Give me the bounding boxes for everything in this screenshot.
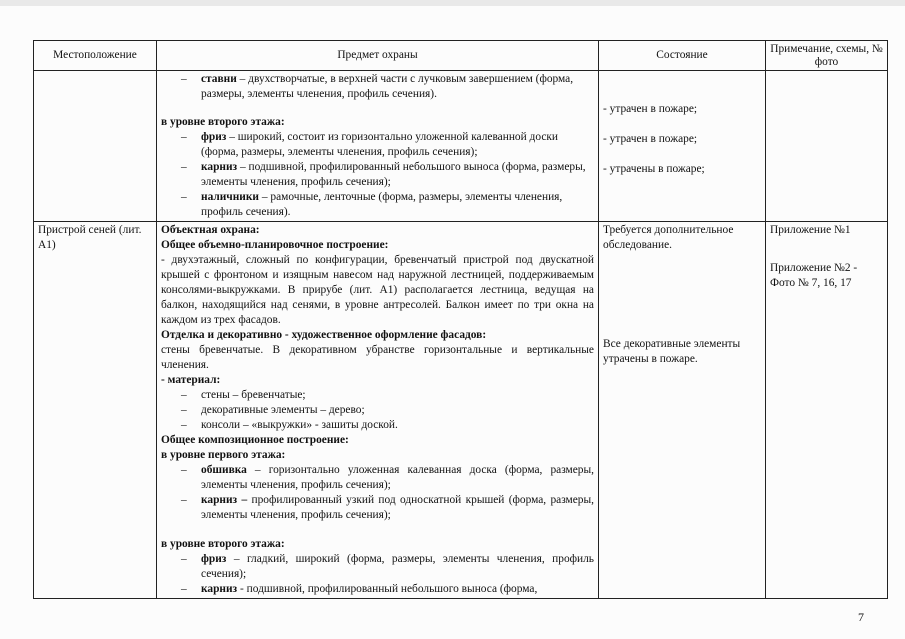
decor-text: стены бревенчатые. В декоративном убранстве горизонтальные и вертикальные членения.: [161, 344, 594, 371]
condition-additional-survey: Требуется дополнительное обследование.: [603, 224, 734, 251]
object-protection: Объектная охрана:: [161, 224, 260, 236]
text-cornice-second: - подшивной, профилированный небольшого выноса (форма,: [237, 583, 538, 595]
list-item: [161, 130, 594, 160]
spacer: [603, 147, 761, 162]
top-edge: [0, 0, 905, 6]
term-cornice-first: карниз –: [201, 494, 248, 506]
row1-subject: [157, 71, 599, 222]
composition-heading: Общее композиционное построение:: [161, 434, 349, 446]
material-label: - материал:: [161, 374, 221, 386]
spacer: [603, 117, 761, 132]
header-condition: Состояние: [599, 41, 766, 71]
row2-location: Пристрой сеней (лит. А1): [34, 222, 157, 599]
list-item: [161, 72, 594, 102]
second-floor-heading: в уровне второго этажа:: [161, 538, 285, 550]
condition-shutters: - утрачен в пожаре;: [603, 103, 698, 115]
list-item: [161, 552, 594, 582]
text-frieze: – гладкий, широкий (форма, размеры, элементы членения, профиль сечения);: [201, 553, 594, 580]
condition-frieze: - утрачен в пожаре;: [603, 133, 698, 145]
list-item: [161, 493, 594, 523]
volume-text: - двухэтажный, сложный по конфигурации, бревенчатый пристрой под двускатной крышей с фронтоном и изящным навесом над наружной лестницей, поддерживаемым консолями-выкружками. В прирубе (лит. А1) располагается лестница, ведущая на балкон, находящийся над сенями, в уровне антресолей. Балкон имеет по три окна на каждом из трех фасадов.: [161, 254, 594, 326]
term-sheathing: обшивка: [201, 464, 247, 476]
list-item: – консоли – «выкружки» - зашиты доской.: [161, 418, 594, 433]
header-row: [34, 41, 888, 71]
protection-table: [33, 40, 888, 599]
list-item: – стены – бревенчатые;: [161, 388, 594, 403]
row2-note: [766, 222, 888, 599]
row1-condition: [599, 71, 766, 222]
second-floor-heading: в уровне второго этажа:: [161, 116, 285, 128]
list-item: – декоративные элементы – дерево;: [161, 403, 594, 418]
text-cornice: – подшивной, профилированный небольшого выноса (форма, размеры, элементы членения, профиль сечения);: [201, 161, 586, 188]
note-appendix-2: Приложение №2 - Фото № 7, 16, 17: [770, 262, 858, 289]
list-item: [161, 582, 594, 597]
decor-heading: Отделка и декоративно - художественное оформление фасадов:: [161, 329, 487, 341]
text-frieze: – широкий, состоит из горизонтально уложенной калеванной доски (форма, размеры, элементы членения, профиль сечения);: [201, 131, 559, 158]
spacer: [770, 238, 883, 261]
spacer: [603, 253, 761, 337]
list-item: [161, 190, 594, 220]
spacer: [161, 523, 594, 537]
first-floor-heading: в уровне первого этажа:: [161, 449, 286, 461]
table-row: [34, 222, 888, 599]
term-shutters: ставни: [201, 73, 237, 85]
term-frieze: фриз: [201, 553, 227, 565]
page-number: 7: [858, 610, 864, 624]
row1-note: [766, 71, 888, 222]
header-subject: Предмет охраны: [157, 41, 599, 71]
row2-condition: [599, 222, 766, 599]
table-row: [34, 71, 888, 222]
text-trims: – рамочные, ленточные (форма, размеры, элементы членения, профиль сечения).: [201, 191, 563, 218]
term-frieze: фриз: [201, 131, 227, 143]
term-trims: наличники: [201, 191, 259, 203]
volume-heading: Общее объемно-планировочное построение:: [161, 239, 389, 251]
note-appendix-1: Приложение №1: [770, 224, 851, 236]
header-note: Примечание, схемы, № фото: [766, 41, 888, 71]
spacer: [603, 72, 761, 102]
text-cornice-first: профилированный узкий под односкатной крышей (форма, размеры, элементы членения, профиль сечения);: [201, 494, 595, 521]
spacer: [161, 102, 594, 115]
list-item: [161, 160, 594, 190]
text-sheathing: – горизонтально уложенная калеванная доска (форма, размеры, элементы членения, профиль сечения);: [201, 464, 594, 491]
row1-location: [34, 71, 157, 222]
row2-subject: [157, 222, 599, 599]
term-cornice-second: карниз: [201, 583, 238, 595]
condition-cornice: - утрачены в пожаре;: [603, 163, 705, 175]
condition-decor-lost: Все декоративные элементы утрачены в пожаре.: [603, 338, 741, 365]
header-location: Местоположение: [34, 41, 157, 71]
list-item: [161, 463, 594, 493]
text-shutters: – двухстворчатые, в верхней части с лучковым завершением (форма, размеры, элементы членения, профиль сечения).: [201, 73, 574, 100]
term-cornice: карниз: [201, 161, 238, 173]
